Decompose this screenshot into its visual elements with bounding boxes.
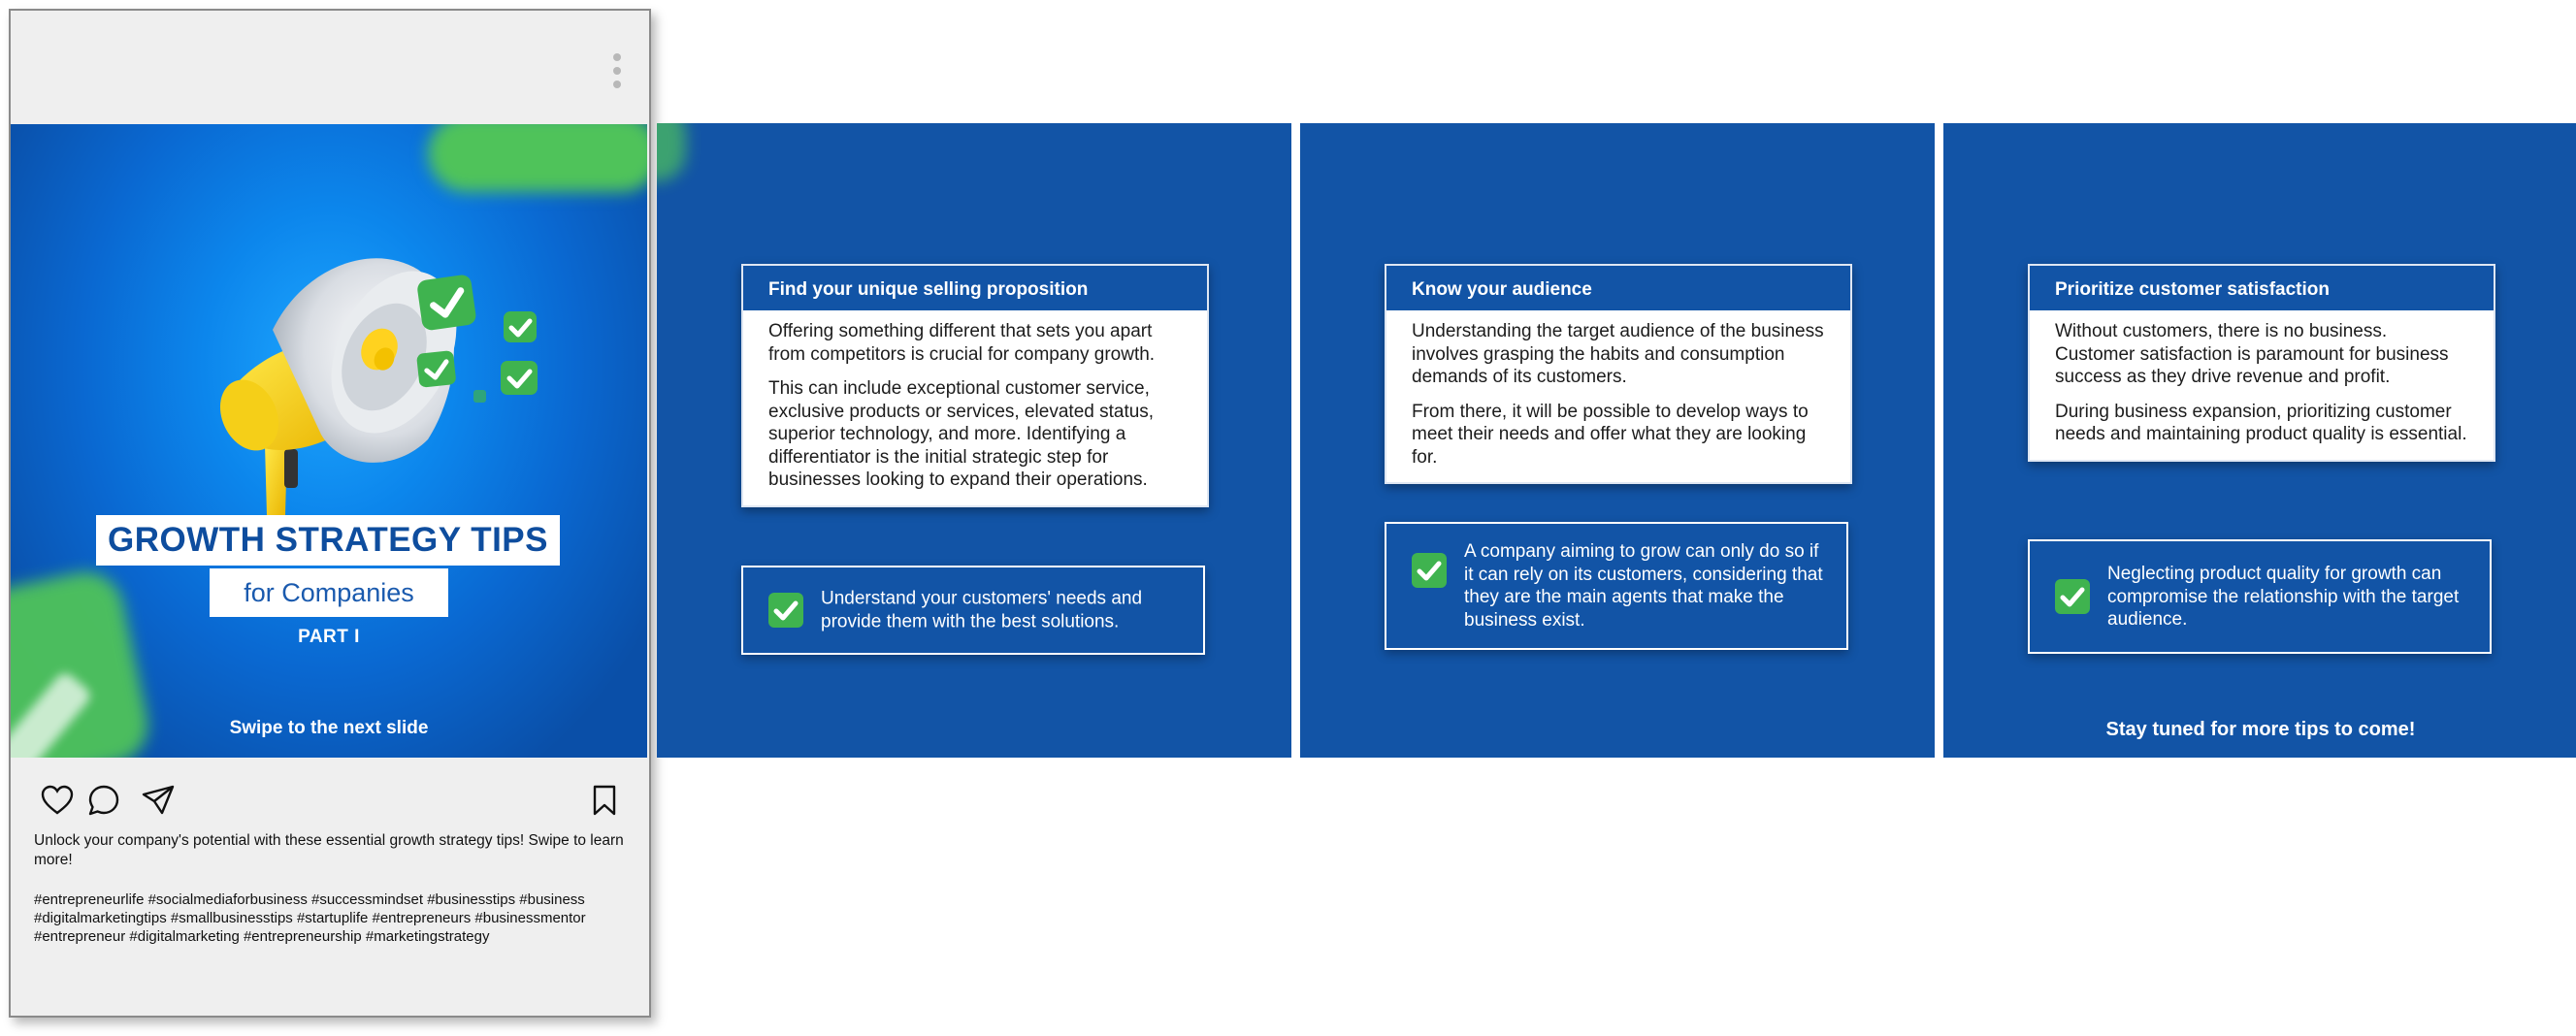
card-paragraph: During business expansion, prioritizing customer needs and maintaining product quality is essential. (2055, 401, 2467, 444)
more-options-icon[interactable] (612, 53, 622, 92)
heart-icon[interactable] (40, 783, 75, 818)
megaphone-icon (11, 124, 647, 758)
post-mockup (9, 9, 651, 1018)
check-bubble (416, 274, 477, 331)
tip-callout (741, 566, 1205, 655)
footer-note: Stay tuned for more tips to come! (2105, 719, 2416, 740)
send-icon[interactable] (141, 783, 176, 818)
slide-4 (1943, 123, 2576, 758)
card-paragraph: From there, it will be possible to develop ways to meet their needs and offer what they are looking for. (1412, 401, 1809, 468)
swipe-hint: Swipe to the next slide (229, 718, 429, 738)
post-actions (11, 783, 647, 824)
card-heading: Find your unique selling proposition (743, 266, 1207, 310)
card-body (2030, 310, 2494, 460)
card-heading: Know your audience (1386, 266, 1850, 310)
part-label: PART I (298, 627, 360, 647)
card-heading: Prioritize customer satisfaction (2030, 266, 2494, 310)
check-icon (2055, 579, 2090, 614)
tip-callout (1385, 522, 1848, 650)
card-paragraph: Without customers, there is no business. Customer satisfaction is paramount for business success as they drive revenue and profit. (2055, 321, 2449, 387)
tip-text: Neglecting product quality for growth can compromise the relationship with the target audience. (2107, 563, 2460, 630)
check-icon (768, 593, 803, 628)
post-caption: Unlock your company's potential with these essential growth strategy tips! Swipe to learn more! (34, 832, 624, 868)
card-paragraph: This can include exceptional customer service, exclusive products or services, elevated status, superior technology, and more. Identifying a differentiator is the initial strategic step for businesses looking to expand their operations. (768, 378, 1155, 490)
tip-card (741, 264, 1209, 507)
card-paragraph: Offering something different that sets you apart from competitors is crucial for company growth. (768, 321, 1156, 365)
decor-blur (657, 123, 686, 181)
slide-2 (657, 123, 1291, 758)
card-paragraph: Understanding the target audience of the business involves grasping the habits and consumption demands of its customers. (1412, 321, 1824, 387)
tip-card (1385, 264, 1852, 484)
card-body (1386, 310, 1850, 482)
comment-icon[interactable] (86, 783, 121, 818)
slide-title: GROWTH STRATEGY TIPS (96, 515, 560, 566)
tip-text: Understand your customers' needs and provide them with the best solutions. (821, 588, 1143, 631)
tip-card (2028, 264, 2495, 462)
cover-slide (11, 124, 647, 758)
check-icon (1412, 553, 1447, 588)
slide-3 (1300, 123, 1935, 758)
slide-subtitle: for Companies (210, 568, 448, 617)
tip-text: A company aiming to grow can only do so if it can rely on its customers, considering that they are the main agents that make the business exist. (1464, 541, 1823, 631)
post-hashtags: #entrepreneurlife #socialmediaforbusiness #successmindset #businesstips #business #digitalmarketingtips #smallbusinesstips #startuplife #entrepreneurs #businessmentor #entrepreneur #digitalmarketing #entrepreneurship #marketingstrategy (34, 891, 586, 945)
card-body (743, 310, 1207, 505)
bookmark-icon[interactable] (587, 783, 622, 818)
tip-callout (2028, 539, 2492, 654)
